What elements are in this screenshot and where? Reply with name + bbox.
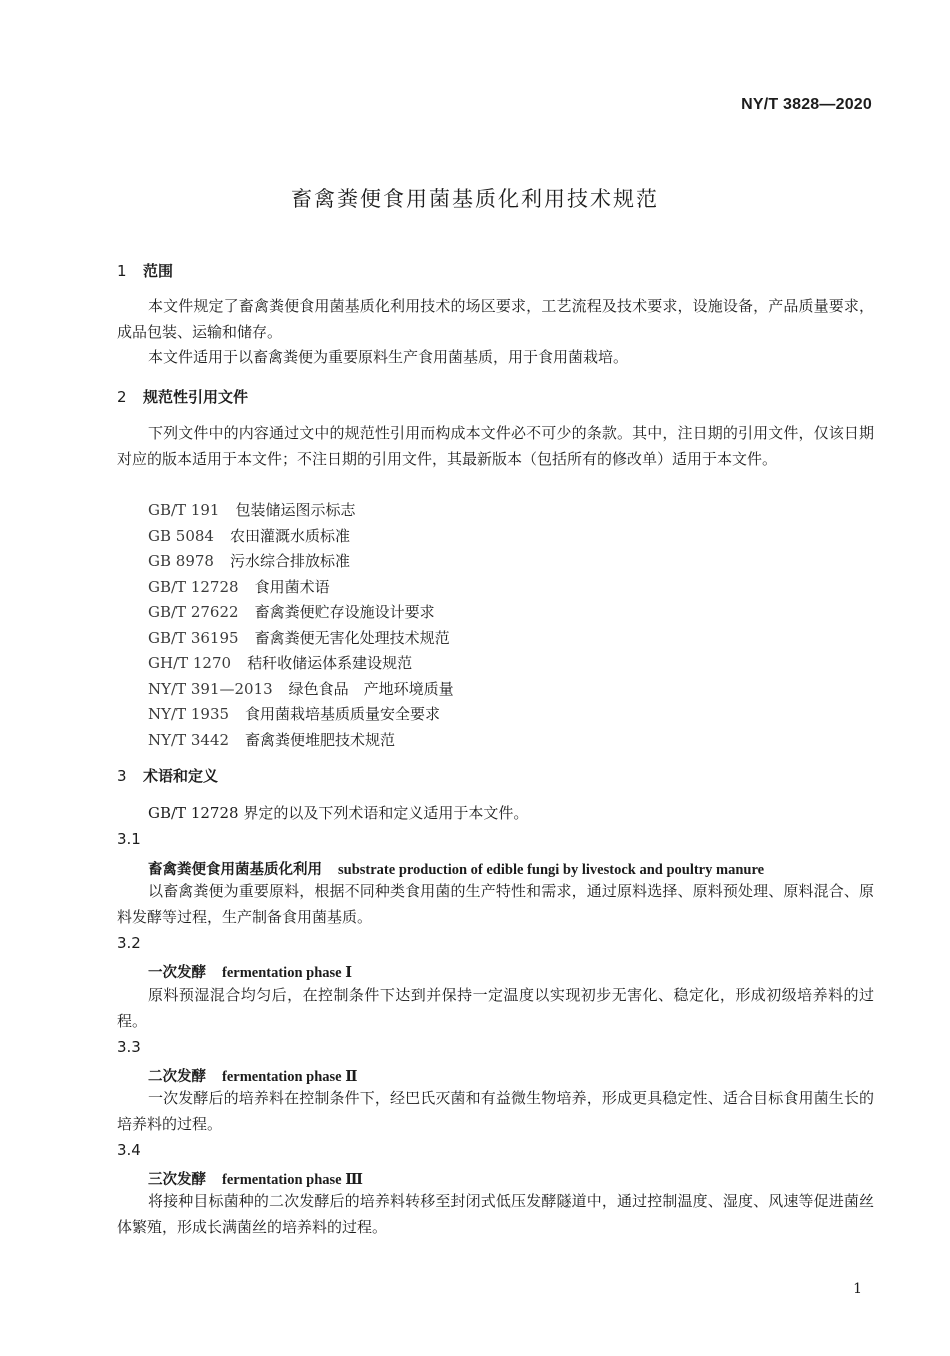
scope-paragraph-1: 本文件规定了畜禽粪便食用菌基质化利用技术的场区要求，工艺流程及技术要求，设施设备，产品质量要求，成品包装、运输和储存。 [117, 297, 874, 341]
reference-code: GB 5084 [148, 526, 214, 545]
reference-title: 食用菌术语 [254, 577, 330, 596]
reference-item [148, 524, 454, 550]
term-definition: 原料预湿混合均匀后，在控制条件下达到并保持一定温度以实现初步无害化、稳定化，形成初级培养料的过程。 [117, 986, 874, 1030]
term-chinese: 一次发酵 [148, 965, 206, 981]
terms-intro: GB/T 12728 界定的以及下列术语和定义适用于本文件。 [148, 804, 529, 822]
term-entry [148, 1168, 363, 1189]
reference-title: 污水综合排放标准 [229, 552, 350, 570]
section-title: 术语和定义 [143, 767, 219, 785]
term-entry [148, 1065, 357, 1086]
reference-code: GB 8978 [148, 552, 214, 570]
term-entry [148, 961, 352, 982]
reference-title: 食用菌栽培基质质量安全要求 [245, 705, 441, 723]
reference-item [148, 626, 454, 652]
page-number: 1 [853, 1281, 862, 1297]
clause-number: 3.4 [117, 1141, 141, 1159]
clause-number: 3.3 [117, 1038, 141, 1056]
section-heading-scope [117, 260, 173, 281]
section-heading-normative-refs [117, 386, 248, 407]
reference-title: 畜禽粪便堆肥技术规范 [245, 730, 396, 749]
reference-title: 畜禽粪便无害化处理技术规范 [254, 628, 450, 647]
section-title: 范围 [143, 262, 174, 280]
reference-item [148, 677, 454, 703]
reference-code: GB/T 12728 [148, 577, 239, 596]
section-number: 2 [117, 388, 127, 406]
term-entry [148, 858, 764, 879]
reference-code: NY/T 391—2013 [148, 679, 273, 698]
reference-item [148, 651, 454, 677]
clause-number: 3.1 [117, 830, 141, 848]
reference-title: 秸秆收储运体系建设规范 [247, 654, 413, 672]
reference-item [148, 498, 454, 524]
section-heading-terms [117, 765, 218, 786]
reference-code: GB/T 36195 [148, 628, 239, 647]
term-definition: 将接种目标菌种的二次发酵后的培养料转移至封闭式低压发酵隧道中，通过控制温度、湿度、风速等促进菌丝体繁殖，形成长满菌丝的培养料的过程。 [117, 1192, 874, 1236]
section-number: 1 [117, 262, 127, 280]
reference-item [148, 702, 454, 728]
term-definition: 以畜禽粪便为重要原料，根据不同种类食用菌的生产特性和需求，通过原料选择、原料预处理、原料混合、原料发酵等过程，生产制备食用菌基质。 [117, 882, 874, 926]
clause-number: 3.2 [117, 934, 141, 952]
reference-code: NY/T 1935 [148, 705, 230, 723]
reference-code: GB/T 191 [148, 501, 220, 519]
document-title: 畜禽粪便食用菌基质化利用技术规范 [291, 187, 659, 211]
reference-title: 包装储运图示标志 [235, 501, 356, 519]
reference-code: NY/T 3442 [148, 730, 230, 749]
section-number: 3 [117, 767, 127, 785]
term-english: fermentation phase Ⅲ [222, 1172, 363, 1188]
reference-code: GH/T 1270 [148, 654, 232, 672]
term-chinese: 三次发酵 [148, 1172, 206, 1188]
reference-title: 绿色食品 产地环境质量 [288, 679, 454, 698]
reference-title: 农田灌溉水质标准 [229, 526, 350, 545]
standard-code: NY/T 3828—2020 [741, 96, 872, 113]
term-chinese: 畜禽粪便食用菌基质化利用 [148, 862, 322, 878]
normative-refs-intro: 下列文件中的内容通过文中的规范性引用而构成本文件必不可少的条款。其中，注日期的引用文件，仅该日期对应的版本适用于本文件；不注日期的引用文件，其最新版本（包括所有的修改单）适用于本文件。 [117, 424, 874, 468]
term-english: fermentation phase Ⅰ [222, 965, 353, 981]
reference-code: GB/T 27622 [148, 603, 239, 621]
section-title: 规范性引用文件 [143, 388, 249, 406]
term-chinese: 二次发酵 [148, 1069, 206, 1085]
reference-item [148, 575, 454, 601]
reference-list [148, 498, 454, 753]
reference-item [148, 600, 454, 626]
reference-item [148, 728, 454, 754]
term-definition: 一次发酵后的培养料在控制条件下，经巴氏灭菌和有益微生物培养，形成更具稳定性、适合目标食用菌生长的培养料的过程。 [117, 1089, 874, 1133]
term-english: substrate production of edible fungi by livestock and poultry manure [338, 862, 765, 878]
reference-title: 畜禽粪便贮存设施设计要求 [254, 603, 435, 621]
term-english: fermentation phase Ⅱ [222, 1069, 358, 1085]
scope-paragraph-2: 本文件适用于以畜禽粪便为重要原料生产食用菌基质，用于食用菌栽培。 [148, 348, 629, 366]
reference-item [148, 549, 454, 575]
